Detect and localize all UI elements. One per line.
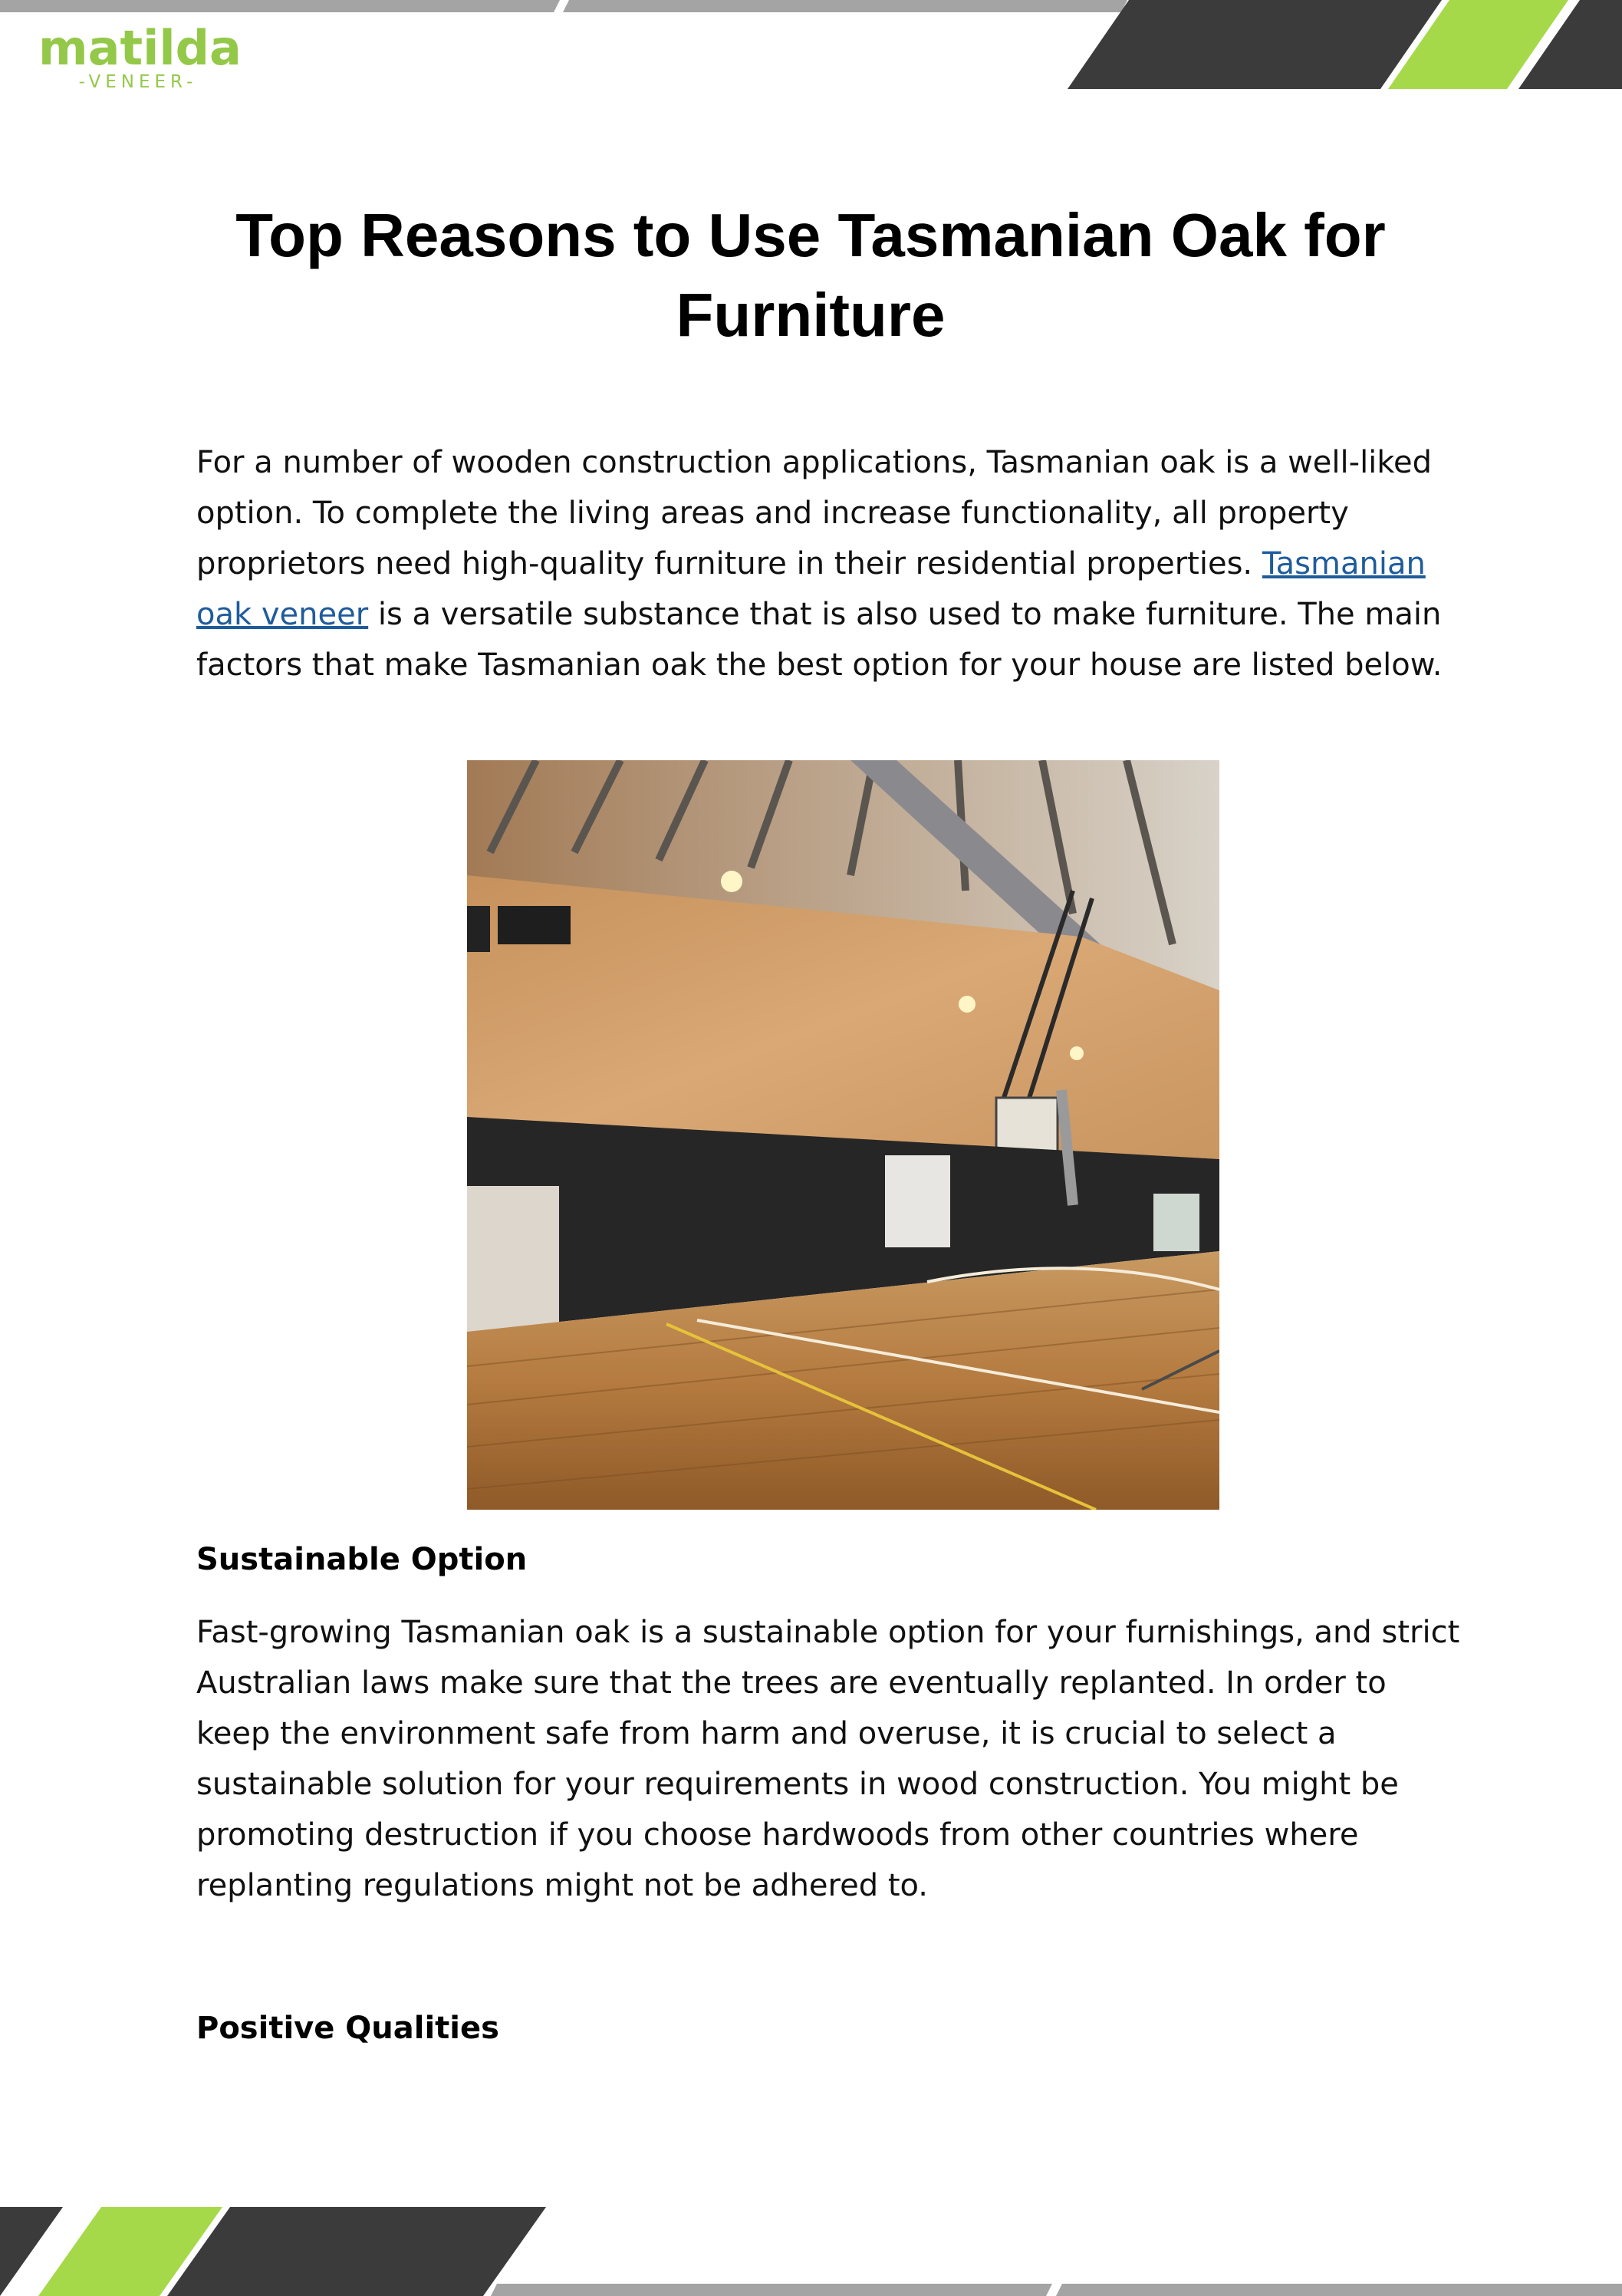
intro-text-after: is a versatile substance that is also used to make furniture. The main factors that make Tasmanian oak the best option for your house are listed below. — [196, 597, 1443, 683]
section-heading-positive-qualities: Positive Qualities — [196, 2011, 499, 2046]
intro-text-before: For a number of wooden construction applications, Tasmanian oak is a well-liked option. To complete the living areas and increase functionality, all property proprietors need high-quality furniture in their residential properties. — [196, 445, 1433, 581]
logo-tagline: -VENEER- — [78, 72, 198, 92]
window-opening — [885, 1155, 950, 1247]
ceiling-light — [1070, 1046, 1084, 1060]
ceiling-light — [959, 996, 976, 1013]
tasmanian-oak-veneer-link[interactable]: Tasmanian oak veneer — [196, 546, 1426, 632]
doorway — [467, 1186, 559, 1332]
backboard — [996, 1098, 1058, 1155]
brand-logo[interactable] — [38, 20, 242, 92]
wall-sign — [498, 906, 571, 944]
gymnasium-illustration — [467, 760, 1219, 1510]
article-title: Top Reasons to Use Tasmanian Oak for Furniture — [235, 201, 1386, 349]
logo-wordmark: matilda — [38, 20, 242, 76]
sustainable-option-paragraph: Fast-growing Tasmanian oak is a sustainable option for your furnishings, and strict Australian laws make sure that the trees are eventually replanted. In order to keep the environment safe from harm and overuse, it is crucial to select a sustainable solution for your requirements in wood construction. You might be promoting destruction if you choose hardwoods from other countries where replanting regulations might not be adhered to. — [196, 1615, 1460, 1903]
header-dark-stripe — [1068, 0, 1442, 89]
exit-door — [1153, 1194, 1199, 1251]
header-green-stripe — [1388, 0, 1568, 89]
ceiling-light — [721, 871, 742, 892]
header-dark-stripe-right — [1518, 0, 1622, 89]
header-gray-band-left — [0, 0, 560, 12]
footer-green-stripe — [38, 2207, 222, 2296]
footer-dark-stripe-left — [0, 2207, 63, 2296]
footer-gray-band-right — [1056, 2284, 1622, 2296]
gymnasium-photo — [467, 760, 1219, 1510]
intro-paragraph — [196, 437, 1469, 690]
section-heading-sustainable-option: Sustainable Option — [196, 1542, 528, 1577]
wall-speaker — [467, 906, 490, 952]
footer-dark-stripe — [167, 2207, 546, 2296]
header-gray-band-right — [563, 0, 1127, 12]
footer-gray-band-left — [491, 2284, 1052, 2296]
